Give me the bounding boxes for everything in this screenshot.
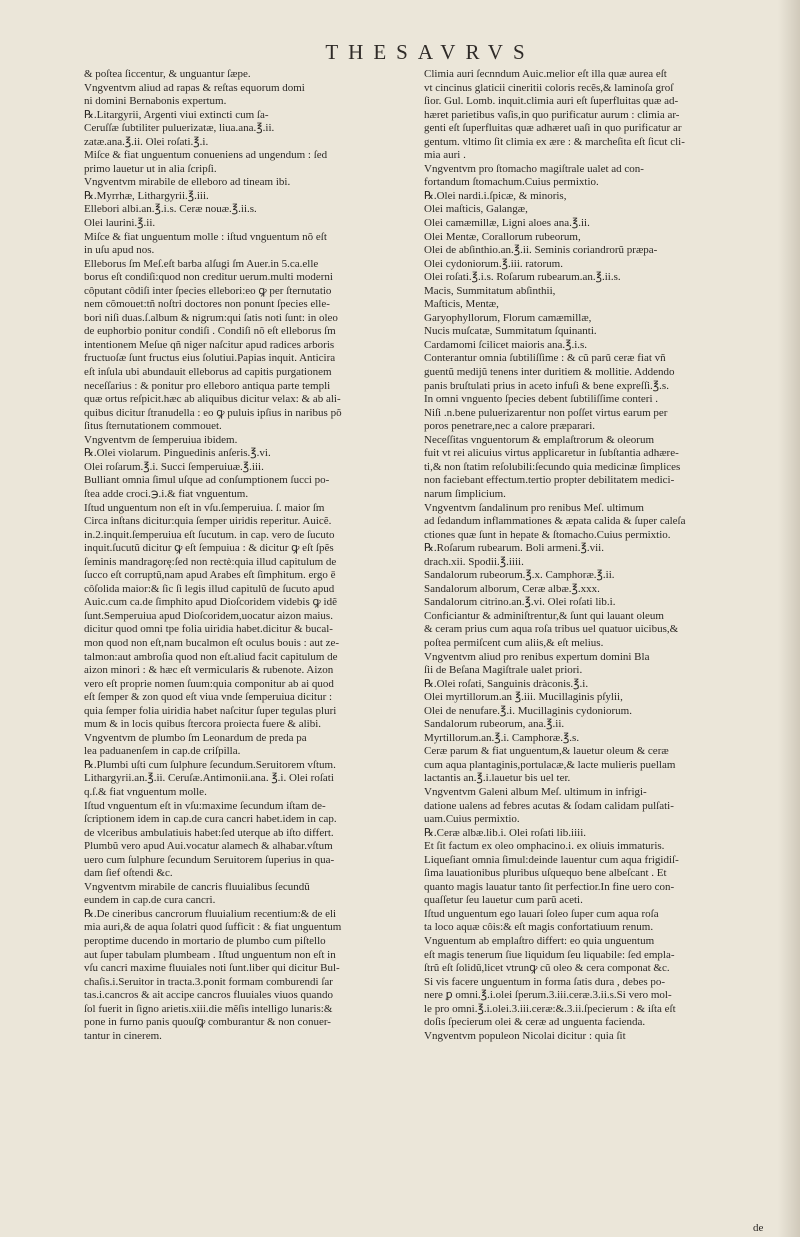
text-line: ℞.Roſarum rubearum. Boli armeni.℥.vii. — [424, 542, 604, 555]
text-line: fortandum ſtomachum.Cuius permixtio. — [424, 176, 599, 189]
text-line: Auic.cum ca.de ſimphito apud Dioſcoridem videbis ꝙ idẽ — [84, 596, 337, 609]
text-line: guentũ medijũ tenens inter duritiem & mollitie. Addendo — [424, 366, 675, 379]
text-line: ad ſedandum inflammationes & æpata calida & ſuper caleſa — [424, 515, 686, 528]
text-line: Myrtillorum.an.℥.i. Camphoræ.℥.s. — [424, 731, 580, 744]
text-line: bori niſi duas.ſ.album & nigrum:qui ſatis noti ſunt: in oleo — [84, 311, 338, 324]
text-line: primo lauetur ut in alia ſcripſi. — [84, 162, 217, 175]
text-line: ℞.Olei nardi.i.ſpicæ, & minoris, — [424, 189, 567, 202]
text-line: Sandalorum rubeorum.℥.x. Camphoræ.℥.ii. — [424, 569, 615, 582]
text-line: ſtrũ eſt ſolidũ,licet vtrunꝙ cũ oleo & cera componat &c. — [424, 962, 670, 975]
text-line: Olei Mentæ, Corallorum rubeorum, — [424, 230, 581, 243]
text-line: uam.Cuius permixtio. — [424, 813, 520, 826]
text-line: Maſticis, Mentæ, — [424, 298, 499, 311]
text-line: ℞.Litargyrii, Argenti viui extincti cum ſa- — [84, 108, 269, 121]
text-line: Vngventvm Galeni album Meſ. ultimum in infrigi- — [424, 785, 647, 798]
text-line: ſeminis mandragorę:ſed non rectè:quia illud capitulum de — [84, 555, 337, 568]
text-line: côſolida maior:& ſic ſi legis illud capitulũ de ſucuto apud — [84, 582, 335, 595]
text-line: Iſtud unguentum ego lauari ſoleo ſuper cum aqua roſa — [424, 907, 659, 920]
text-line: chaſis.i.Seruitor in tracta.3.ponit formam comburendi ſar — [84, 975, 333, 988]
text-line: Vnguentum ab emplaſtro differt: eo quia unguentum — [424, 935, 655, 947]
text-line: Si vis facere unguentum in forma ſatis dura , debes po- — [424, 975, 666, 988]
text-line: ℞.Ceræ albæ.lib.i. Olei roſati lib.iiii. — [424, 826, 587, 839]
text-line: dicitur quod omni tpe folia uiridia habet.dicitur & bucal- — [84, 623, 333, 636]
text-line: eundem in cap.de cura cancri. — [84, 894, 216, 907]
text-line: Vngventvm mirabile de cancris fluuialibus ſecundũ — [84, 880, 310, 893]
text-line: ſtea adde croci.℈.i.& fiat vnguentum. — [84, 487, 249, 500]
text-line: Sandalorum alborum, Ceræ albæ.℥.xxx. — [424, 582, 600, 595]
text-line: vero eſt proprie nomen ſuum:quia componitur ab ai quod — [84, 677, 334, 690]
text-line: inquit.ſucutũ dicitur ꝙ eſt ſempuiua : & dicitur ꝙ eſt ſpẽs — [84, 542, 334, 555]
text-line: tas.i.cancros & ait accipe cancros fluuiales viuos quando — [84, 989, 333, 1002]
text-line: genti eſt ſuperfluitas quæ adhæret uaſi in quo purificatur ar — [424, 122, 682, 135]
text-line: Vngventvm aliud pro renibus expertum domini Bla — [424, 650, 650, 663]
text-line: ℞.Olei violarum. Pinguedinis anſeris.℥.vi. — [84, 447, 271, 460]
text-line: uero cum ſulphure ſecundum Seruitorem ſuperius in qua- — [84, 853, 335, 866]
text-line: & ceram prius cum aqua roſa tribus uel quatuor uicibus,& — [424, 623, 679, 636]
catchword: de — [753, 1222, 764, 1234]
text-line: fructuoſæ ſunt fructus eius ſolutiui.Papias inquit. Anticira — [84, 352, 336, 365]
text-line: ſol fuerit in ſigno arietis.xiii.die mẽſis intelligo lunaris:& — [84, 1002, 333, 1015]
text-line: nere ꝑ omni.℥.i.olei ſperum.3.iii.ceræ.3.ii.s.Si vero mol- — [424, 989, 672, 1002]
text-line: ſior. Gul. Lomb. inquit.climia auri eſt ſuperfluitas quæ ad- — [424, 95, 679, 108]
text-line: ℞.De cineribus cancrorum fluuialium recentium:& de eli — [84, 907, 337, 920]
text-line: vt cincinus glaticii cineritii coloris recẽs,& laminoſa groſ — [424, 81, 674, 94]
text-line: quia ſemper folia uiridia habet naſcitur ſuper tegulas pluri — [84, 704, 337, 717]
text-line: mia auri . — [424, 149, 466, 162]
text-line: Garyophyllorum, Florum camæmillæ, — [424, 311, 592, 324]
text-line: Iſtud unguentum non eſt in vſu.ſemperuiua. ſ. maior ſm — [84, 501, 325, 514]
right-column — [424, 68, 776, 1043]
text-line: Olei de nenufare.℥.i. Mucillaginis cydoniorum. — [424, 704, 632, 717]
text-line: gentum. vltimo ſit climia ex ære : & marcheſita eſt ſicut cli- — [424, 135, 685, 148]
text-line: eſt ſemper & zon quod eſt viua vnde ſemperuiua dicitur : — [84, 691, 333, 704]
text-line: panis bruſtulati prius in aceto infuſi & bene expreſſi.℥.s. — [424, 379, 669, 392]
text-line: peroptime ducendo in mortario de plumbo cum piſtello — [84, 935, 326, 947]
text-line: Olei laurini.℥.ii. — [84, 217, 156, 230]
page-edge-shadow — [778, 0, 800, 1237]
text-line: eſt inſula ubi abundauit elleborus ad capitis purgationem — [84, 366, 332, 379]
text-line: Olei camæmillæ, Ligni aloes ana.℥.ii. — [424, 217, 590, 230]
text-line: borus eſt condiſi:quod non creditur uerum.multi moderni — [84, 271, 333, 284]
text-line: ℞.Plumbi uſti cum ſulphure ſecundum.Seruitorem vſtum. — [84, 758, 336, 771]
text-line: Sandalorum citrino.an.℥.vi. Olei roſati lib.i. — [424, 596, 616, 609]
text-line: ſitus ſternutationem commouet. — [84, 420, 222, 433]
text-line: fuit vt rei alicuius virtus applicaretur in ſubſtantia adhære- — [424, 447, 679, 460]
text-line: Macis, Summitatum abſinthii, — [424, 284, 556, 297]
text-line: Elleborus ſm Meſ.eſt barba alſugi ſm Auer.in 5.ca.elle — [84, 257, 319, 270]
text-line: Vngventvm aliud ad rapas & reſtas equorum domi — [84, 81, 305, 94]
text-line: aizon minori : & hæc eſt vermicularis & rubenote. Aizon — [84, 664, 334, 677]
text-line: poſtea permiſcent cum aliis,& eſt melius. — [424, 636, 604, 649]
text-line: drach.xii. Spodii.℥.iiii. — [424, 555, 524, 568]
text-line: ſima lauationibus pluribus uſquequo bene albeſcant . Et — [424, 867, 667, 880]
text-line: quaſſetur ſeu lauetur cum parũ aceti. — [424, 894, 583, 907]
text-line: Ceræ parum & fiat unguentum,& lauetur oleum & ceræ — [424, 745, 669, 758]
text-line: Olei roſarum.℥.i. Succi ſemperuiuæ.℥.iii. — [84, 460, 264, 473]
text-line: Olei roſati.℥.i.s. Roſarum rubearum.an.℥.ii.s. — [424, 271, 621, 284]
text-line: Sandalorum rubeorum, ana.℥.ii. — [424, 718, 565, 731]
text-line: ſucco eſt corruptũ,nam apud Arabes eſt ſimphitum. ergo ē — [84, 569, 336, 582]
text-line: Neceſſitas vnguentorum & emplaſtrorum & oleorum — [424, 433, 655, 446]
text-line: Ceruſſæ ſubtiliter puluerizatæ, liua.ana.℥.ii. — [84, 122, 275, 135]
text-line: narum ſimplicium. — [424, 487, 506, 500]
text-line: Liqueſiant omnia ſimul:deinde lauentur cum aqua frigidiſ- — [424, 853, 679, 866]
text-line: Conficiantur & adminiſtrentur,& ſunt qui lauant oleum — [424, 609, 664, 622]
text-line: lea paduanenſem in cap.de criſpilla. — [84, 745, 241, 758]
text-line: mon quod non eſt,nam bucalmon eſt oculus bouis : aut ze- — [84, 636, 340, 649]
text-line: ta loco aquæ côis:& eſt magis confortatiuum renum. — [424, 921, 654, 934]
text-line: quanto magis lauatur tanto ſit perfectior.In fine uero con- — [424, 880, 675, 893]
text-line: Vngventvm de ſemperuiua ibidem. — [84, 433, 238, 446]
text-line: Climia auri ſecnndum Auic.melior eſt illa quæ aurea eſt — [424, 68, 667, 80]
text-line: ſii de Beſana Magiſtrale ualet priori. — [424, 664, 583, 677]
text-line: talmon:aut ambroſia quod non eſt.aliud facit capitulum de — [84, 650, 338, 663]
text-line: hæret parietibus vaſis,in quo purificatur aurum : climia ar- — [424, 108, 680, 121]
text-line: in uſu apud nos. — [84, 244, 155, 257]
text-line: q.ſ.& fiat vnguentum molle. — [84, 785, 207, 798]
text-line: Vngventvm populeon Nicolai dicitur : quia ſit — [424, 1029, 626, 1042]
text-line: ctiones quæ ſunt in hepate & ſtomacho.Cuius permixtio. — [424, 528, 671, 541]
text-line: cum aqua plantaginis,portulacæ,& lacte mulieris puellam — [424, 758, 676, 771]
text-line: Plumbũ vero apud Aui.vocatur alamech & alhabar.vſtum — [84, 840, 333, 853]
text-line: Circa inſtans dicitur:quia ſemper uiridis reperitur. Auicẽ. — [84, 515, 332, 528]
text-line: nem cõmouet:tñ noſtri doctores non ponunt ſpecies elle- — [84, 298, 330, 311]
text-line: Olei de abſinthio.an.℥.ii. Seminis coriandrorũ præpa- — [424, 244, 658, 257]
text-line: Olei maſticis, Galangæ, — [424, 203, 528, 216]
text-line: ti,& non ſtatim reſolubili:ſecundo quia medicinæ ſimplices — [424, 460, 681, 473]
text-line: Vngventvm mirabile de elleboro ad tineam ibi. — [84, 176, 291, 189]
text-line: in.2.inquit.ſemperuiua eſt ſucutum. in cap. vero de ſucuto — [84, 528, 335, 541]
left-column — [84, 68, 432, 1043]
text-line: neceſſarius : & ponitur pro elleboro antiqua parte templi — [84, 379, 331, 392]
text-line: Iſtud vnguentum eſt in vſu:maxime ſecundum iſtam de- — [84, 799, 326, 812]
text-line: Ellebori albi.an.℥.i.s. Ceræ nouæ.℥.ii.s. — [84, 203, 257, 216]
text-line: dam ſief oſtendi &c. — [84, 867, 173, 880]
text-line: Cardamomi ſcilicet maioris ana.℥.i.s. — [424, 338, 588, 351]
text-line: Vngventvm ſandalinum pro renibus Meſ. ultimum — [424, 501, 644, 514]
text-line: mum & in locis quibus ſtercora proiecta fuere & alibi. — [84, 718, 322, 731]
text-line: Vngventvm de plumbo ſm Leonardum de preda pa — [84, 731, 307, 744]
text-line: eſt magis tenerum ſiue liquidum ſeu liquabile: ſed empla- — [424, 948, 675, 961]
text-line: Conterantur omnia ſubtiliſſime : & cũ parũ ceræ fiat vñ — [424, 352, 666, 365]
text-line: aut ſuper tabulam plumbeam . Iſtud unguentum non eſt in — [84, 948, 336, 961]
text-line: Nucis muſcatæ, Summitatum ſquinanti. — [424, 325, 597, 338]
text-line: Olei myrtillorum.an ℥.iii. Mucillaginis pſylii, — [424, 691, 623, 704]
text-line: vſu cancri maxime fluuiales noti ſunt.liber qui dicitur Bul- — [84, 962, 340, 975]
text-line: quæ ortus reſpicit.hæc ab aliquibus dicitur velax: & ab ali- — [84, 393, 341, 406]
text-line: mia auri,& de aqua ſolatri quod ſufficit : & fiat unguentum — [84, 921, 342, 934]
text-line: Et ſit factum ex oleo omphacino.i. ex oliuis immaturis. — [424, 840, 665, 853]
text-line: Vngventvm pro ſtomacho magiſtrale ualet ad con- — [424, 162, 644, 175]
text-line: Miſce & fiat unguentum molle : iſtud vnguentum nõ eſt — [84, 230, 327, 243]
text-line: le pro omni.℥.i.olei.3.iii.ceræ:&.3.ii.ſpecierum : & iſta eſt — [424, 1002, 676, 1015]
text-line: & poſtea ſiccentur, & unguantur ſæpe. — [84, 68, 251, 80]
text-line: datione ualens ad febres acutas & ſodam calidam pulſati- — [424, 799, 674, 812]
text-line: Bulliant omnia ſimul uſque ad conſumptionem ſucci po- — [84, 474, 330, 487]
text-line: zatæ.ana.℥.ii. Olei roſati.℥.i. — [84, 135, 209, 148]
text-line: ſunt.Semperuiua apud Dioſcoridem,uocatur aizon maius. — [84, 609, 333, 622]
text-line: tantur in cinerem. — [84, 1029, 162, 1042]
text-line: ℞.Myrrhæ, Lithargyrii.℥.iii. — [84, 189, 209, 202]
text-line: côputant côdiſi inter ſpecies ellebori:eo ꝙ per ſternutatio — [84, 284, 332, 297]
text-line: quibus dicitur ſtranudella : eo ꝙ puluis ipſius in naribus põ — [84, 406, 342, 419]
text-line: Olei cydoniorum.℥.iii. ratorum. — [424, 257, 563, 270]
text-line: ſcriptionem idem in cap.de cura cancri habet.idem in cap. — [84, 813, 337, 826]
text-line: Lithargyrii.an.℥.ii. Ceruſæ.Antimonii.ana. ℥.i. Olei roſati — [84, 772, 334, 785]
text-line: lactantis an.℥.i.lauetur bis uel ter. — [424, 772, 571, 785]
text-line: ℞.Olei roſati, Sanguinis dràconis.℥.i. — [424, 677, 589, 690]
text-line: non faciebant effectum.tertio propter debilitatem medici- — [424, 474, 675, 487]
text-line: de euphorbio ponitur condiſi . Condiſi nõ eſt elleborus ſm — [84, 325, 336, 338]
text-line: Niſi .n.bene puluerizarentur non poſſet virtus earum per — [424, 406, 668, 419]
text-line: pone in furno panis quouſꝙ comburantur & non conuer- — [84, 1016, 331, 1029]
text-line: doſis ſpecierum olei & ceræ ad unguenta facienda. — [424, 1016, 646, 1029]
running-title: THESAVRVS — [325, 40, 535, 64]
text-line: intentionem Meſue qñ niger naſcitur apud radices arboris — [84, 338, 335, 351]
text-line: Miſce & fiat unguentum conueniens ad ungendum : ſed — [84, 149, 328, 162]
text-line: de vlceribus ambulatiuis habet:ſed uterque ab iſto differt. — [84, 826, 334, 839]
text-line: In omni vnguento ſpecies debent ſubtiliſſime conteri . — [424, 393, 659, 406]
text-line: ni domini Bernabonis expertum. — [84, 95, 227, 108]
text-line: poros penetrare,nec a calore præparari. — [424, 420, 596, 433]
